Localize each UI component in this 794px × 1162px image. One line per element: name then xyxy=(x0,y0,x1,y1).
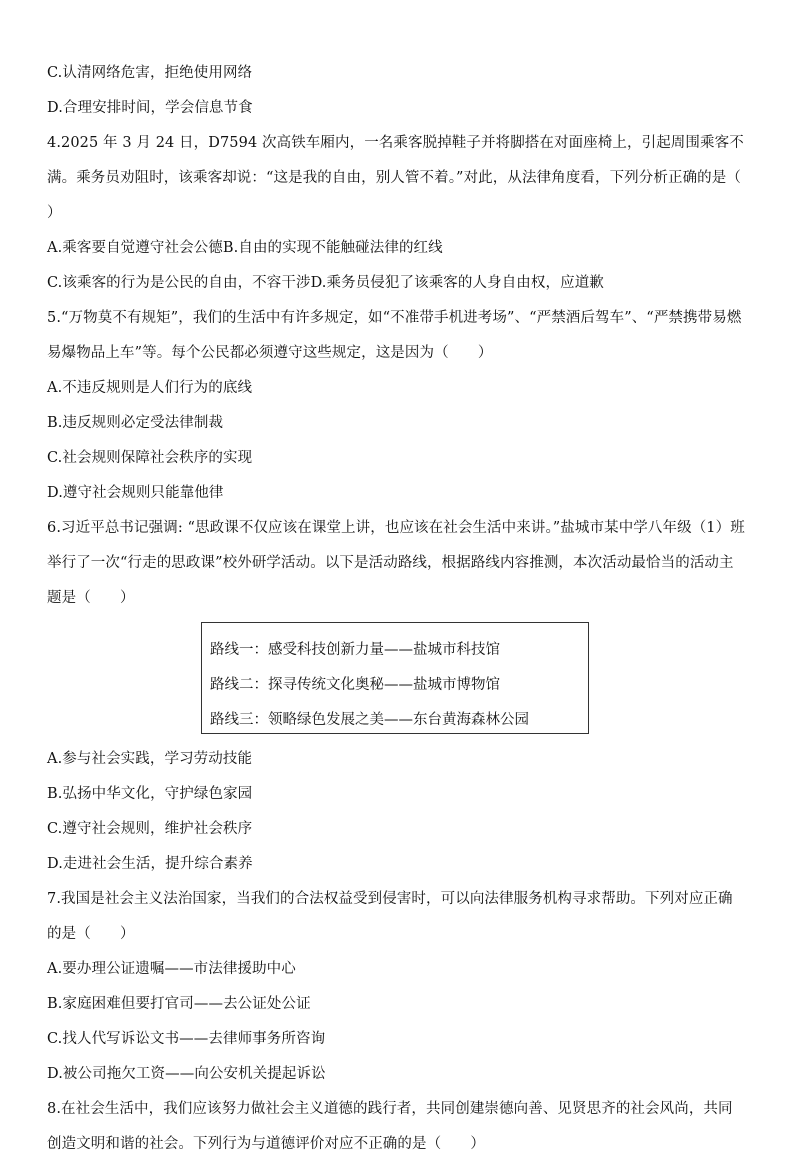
q7-option-d: D.被公司拖欠工资——向公安机关提起诉讼 xyxy=(47,1066,326,1082)
q6-option-a: A.参与社会实践，学习劳动技能 xyxy=(47,751,253,767)
q7-option-c: C.找人代写诉讼文书——去律师事务所咨询 xyxy=(47,1031,326,1047)
q7-option-b: B.家庭困难但要打官司——去公证处公证 xyxy=(47,996,311,1012)
q5-option-c: C.社会规则保障社会秩序的实现 xyxy=(47,450,253,466)
q5-option-d: D.遵守社会规则只能靠他律 xyxy=(47,485,224,501)
q4-stem: 4.2025 年 3 月 24 日，D7594 次高铁车厢内，一名乘客脱掉鞋子并将脚搭在对面座椅上，引起周围乘客不满。乘务员劝阻时，该乘客却说：“这是我的自由，别人管不着。”对此，从法律角度看，下列分析正确的是（ ） xyxy=(47,135,771,221)
q6-option-c: C.遵守社会规则，维护社会秩序 xyxy=(47,821,253,837)
q6-stem: 6.习近平总书记强调: “思政课不仅应该在课堂上讲，也应该在社会生活中来讲。”盐城市某中学八年级（1）班举行了一次“行走的思政课”校外研学活动。以下是活动路线，根据路线内容推测，本次活动最恰当的活动主题是（ ） xyxy=(47,520,745,606)
q4-option-ab: A.乘客要自觉遵守社会公德B.自由的实现不能触碰法律的红线 xyxy=(47,240,443,256)
q5-option-b: B.违反规则必定受法律制裁 xyxy=(47,415,224,431)
q5-stem: 5.“万物莫不有规矩”，我们的生活中有许多规定，如“不准带手机进考场”、“严禁酒后驾车”、“严禁携带易燃易爆物品上车”等。每个公民都必须遵守这些规定，这是因为（ ） xyxy=(47,310,742,361)
q7-option-a: A.要办理公证遗嘱——市法律援助中心 xyxy=(47,961,296,977)
exam-page xyxy=(47,56,771,1162)
q6-option-b: B.弘扬中华文化，守护绿色家园 xyxy=(47,786,253,802)
q3-option-c: C.认清网络危害，拒绝使用网络 xyxy=(47,65,253,81)
q3-option-d: D.合理安排时间，学会信息节食 xyxy=(47,100,253,116)
q4-option-cd: C.该乘客的行为是公民的自由，不容干涉D.乘务员侵犯了该乘客的人身自由权，应道歉 xyxy=(47,275,604,291)
route-box xyxy=(201,622,589,734)
route-3: 路线三：领略绿色发展之美——东台黄海森林公园 xyxy=(210,712,529,728)
q7-stem: 7.我国是社会主义法治国家，当我们的合法权益受到侵害时，可以向法律服务机构寻求帮助。下列对应正确的是（ ） xyxy=(47,891,733,942)
route-1: 路线一：感受科技创新力量——盐城市科技馆 xyxy=(210,642,500,658)
q6-option-d: D.走进社会生活，提升综合素养 xyxy=(47,856,253,872)
q8-stem: 8.在社会生活中，我们应该努力做社会主义道德的践行者，共同创建崇德向善、见贤思齐的社会风尚，共同创造文明和谐的社会。下列行为与道德评价对应不正确的是（ ） xyxy=(47,1101,733,1152)
route-2: 路线二：探寻传统文化奥秘——盐城市博物馆 xyxy=(210,677,500,693)
q5-option-a: A.不违反规则是人们行为的底线 xyxy=(47,380,253,396)
